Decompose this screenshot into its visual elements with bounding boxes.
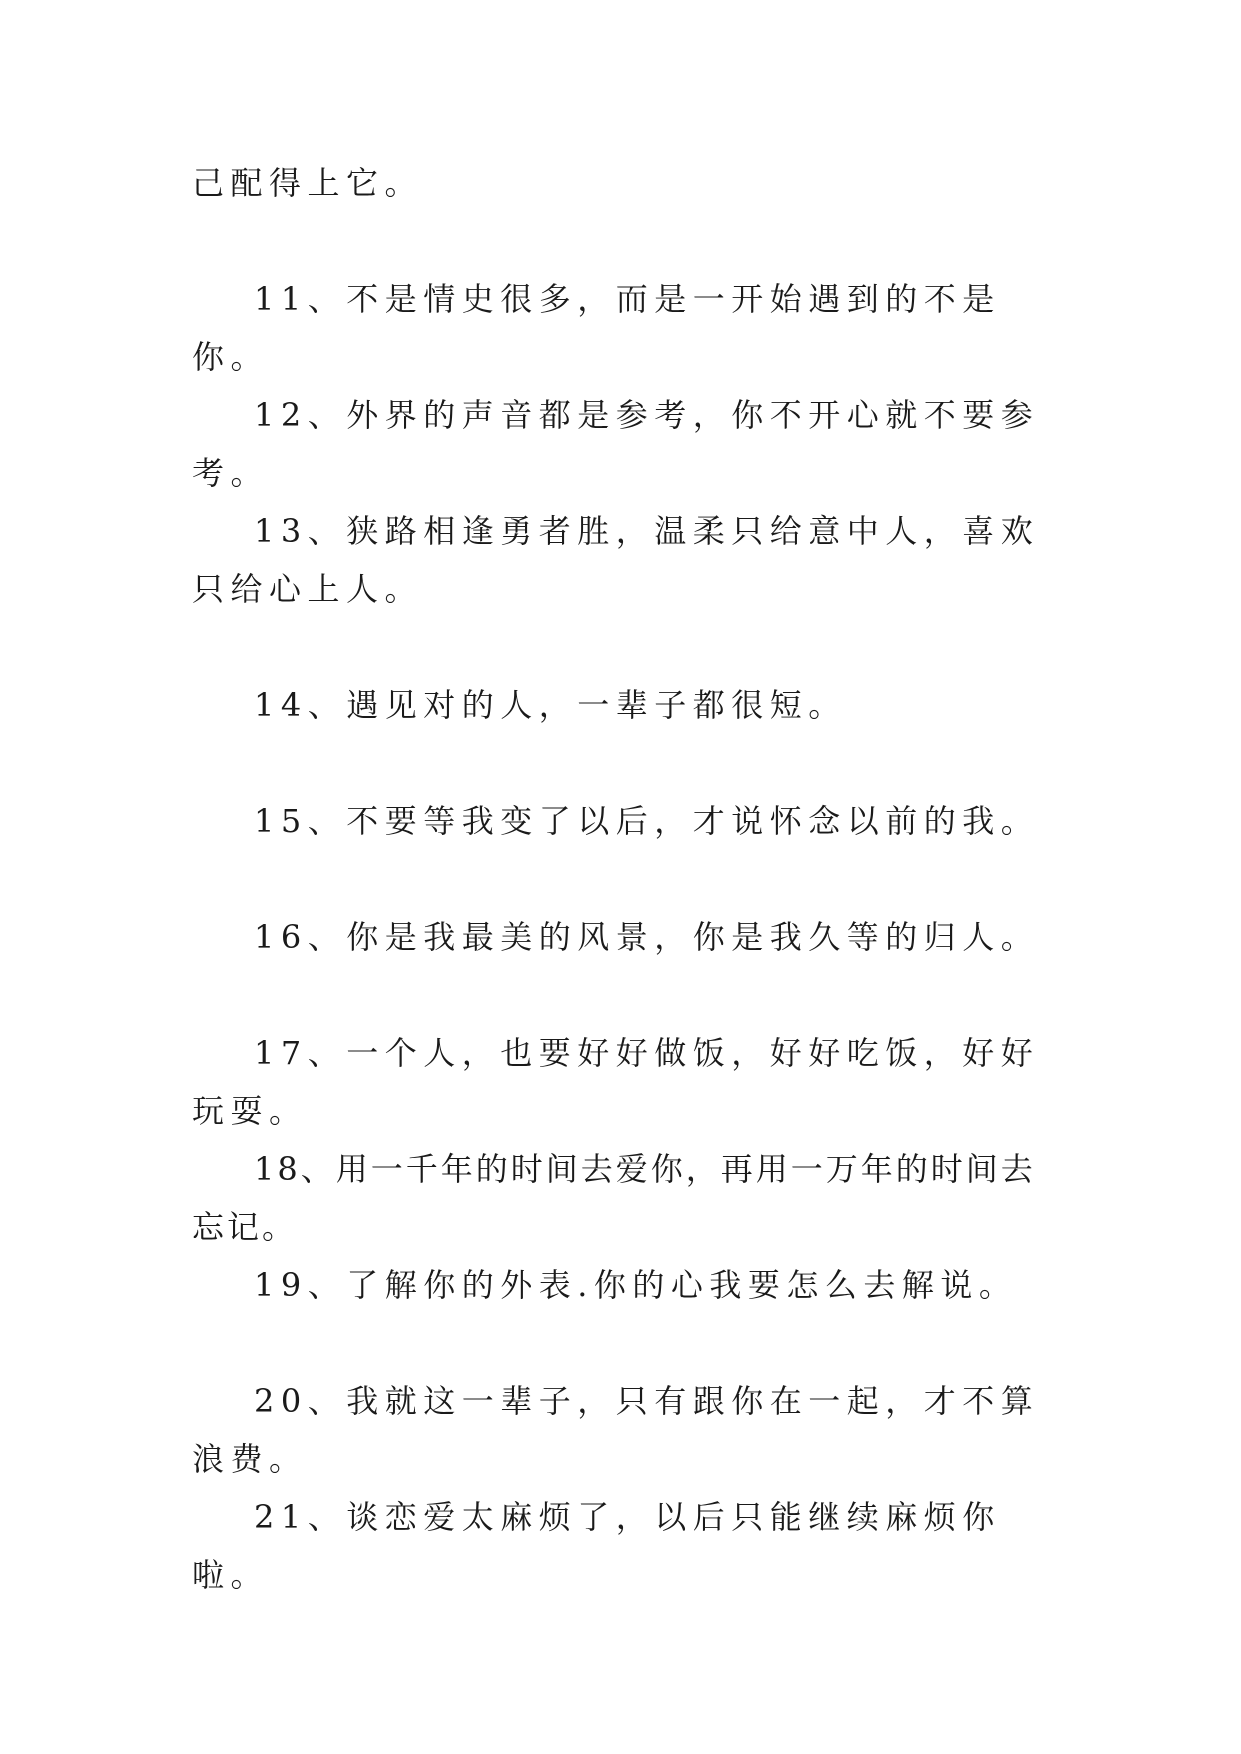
paragraph-item-11: 11、不是情史很多，而是一开始遇到的不是你。 (192, 280, 1001, 376)
paragraph-item-15: 15、不要等我变了以后，才说怀念以前的我。 (254, 802, 1040, 840)
paragraph-item-16: 16、你是我最美的风景，你是我久等的归人。 (254, 918, 1040, 956)
paragraph-item-13: 13、狭路相逢勇者胜，温柔只给意中人，喜欢只给心上人。 (192, 512, 1040, 608)
paragraph-item-18: 18、用一千年的时间去爱你，再用一万年的时间去忘记。 (192, 1150, 1036, 1246)
paragraph-item-21: 21、谈恋爱太麻烦了，以后只能继续麻烦你啦。 (192, 1498, 1001, 1594)
paragraph-item-19: 19、了解你的外表.你的心我要怎么去解说。 (254, 1266, 1018, 1304)
paragraph-continuation: 己配得上它。 (192, 164, 424, 202)
paragraph-item-20: 20、我就这一辈子，只有跟你在一起，才不算浪费。 (192, 1382, 1040, 1478)
paragraph-item-14: 14、遇见对的人，一辈子都很短。 (254, 686, 847, 724)
paragraph-item-12: 12、外界的声音都是参考，你不开心就不要参考。 (192, 396, 1040, 492)
paragraph-item-17: 17、一个人，也要好好做饭，好好吃饭，好好玩耍。 (192, 1034, 1040, 1130)
